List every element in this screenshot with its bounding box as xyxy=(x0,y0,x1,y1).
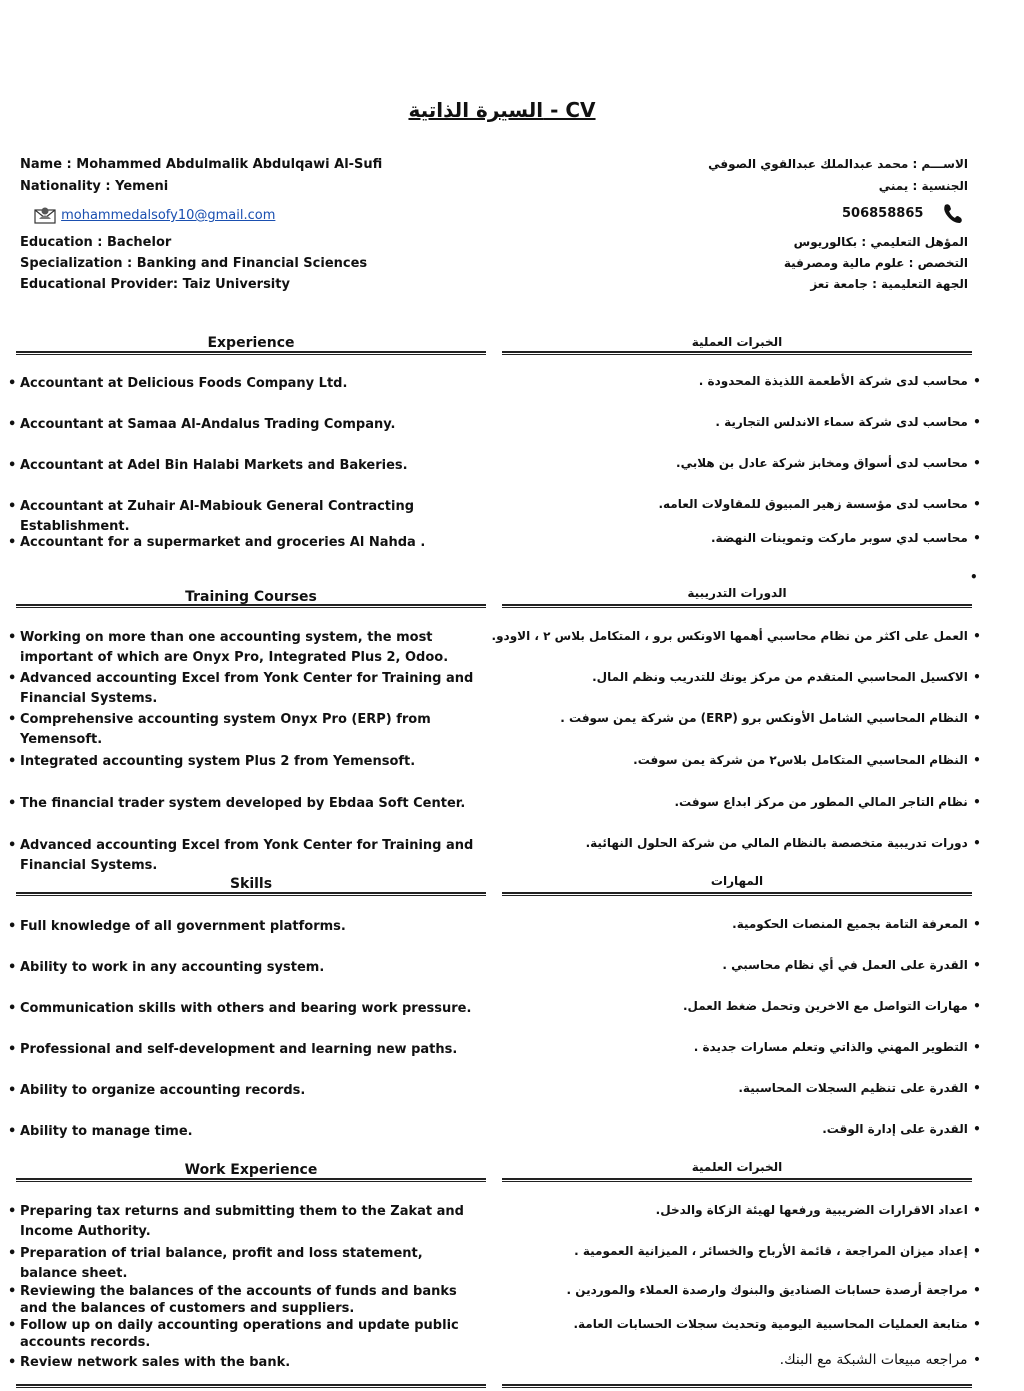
list-item: • Integrated accounting system Plus 2 from Yemensoft. xyxy=(8,754,416,769)
list-item: • القدرة على تنظيم السجلات المحاسبية. xyxy=(738,1081,981,1095)
list-item: • المعرفة التامة بجميع المنصات الحكومية. xyxy=(732,917,981,931)
training-rule-en xyxy=(16,604,486,608)
experience-rule-en xyxy=(16,351,486,355)
work-heading-ar: الخبرات العلمية xyxy=(691,1160,783,1174)
experience-heading-ar: الخبرات العملية xyxy=(691,335,783,349)
list-item: • Accountant at Delicious Foods Company Ltd. xyxy=(8,376,348,391)
experience-rule-ar xyxy=(502,351,972,355)
list-item: • Review network sales with the bank. xyxy=(8,1355,291,1370)
list-item: • التطوير المهني والذاتي وتعلم مسارات جديدة . xyxy=(693,1040,981,1054)
skills-heading-ar: المهارات xyxy=(710,874,764,888)
training-heading-en: Training Courses xyxy=(185,589,317,605)
education-ar: المؤهل التعليمي : بكالوريوس xyxy=(793,235,968,249)
specialization-ar: التخصص : علوم مالية ومصرفية xyxy=(783,256,968,270)
list-item: • Ability to manage time. xyxy=(8,1124,193,1139)
list-item: • Full knowledge of all government platforms. xyxy=(8,919,346,934)
list-item: • Working on more than one accounting system, the most important of which are Onyx Pro, Integrated Plus 2, Odoo. xyxy=(8,630,449,665)
email-link[interactable]: mohammedalsofy10@gmail.com xyxy=(61,208,276,223)
bottom-rule-en xyxy=(16,1384,486,1388)
list-item: • Preparation of trial balance, profit and loss statement, balance sheet. xyxy=(8,1246,423,1281)
list-item: • Professional and self-development and learning new paths. xyxy=(8,1042,458,1057)
experience-heading-en: Experience xyxy=(207,335,295,351)
list-item: • Advanced accounting Excel from Yonk Center for Training and Financial Systems. xyxy=(8,671,474,706)
envelope-person-icon xyxy=(34,206,56,224)
list-item: • الاكسيل المحاسبي المتقدم من مركز يونك للتدريب ونظم المال. xyxy=(592,670,981,684)
phone-number: 506858865 xyxy=(842,206,924,221)
list-item: • اعداد الاقرارات الضريبية ورفعها لهيئة الزكاة والدخل. xyxy=(655,1203,981,1217)
list-item: • The financial trader system developed by Ebdaa Soft Center. xyxy=(8,796,466,811)
list-item: • Comprehensive accounting system Onyx Pro (ERP) from Yemensoft. xyxy=(8,712,431,747)
training-heading-ar: الدورات التدريبية xyxy=(687,586,787,600)
list-item: • محاسب لدى أسواق ومخابز شركة عادل بن هلابي. xyxy=(676,456,981,470)
list-item: • محاسب لدى مؤسسة زهير المبيوق للمقاولات العامه. xyxy=(658,497,981,511)
list-item: • Ability to work in any accounting system. xyxy=(8,960,325,975)
list-item: • Preparing tax returns and submitting them to the Zakat and Income Authority. xyxy=(8,1204,464,1239)
list-item: • Accountant for a supermarket and groceries Al Nahda . xyxy=(8,535,426,550)
list-item: • Accountant at Adel Bin Halabi Markets and Bakeries. xyxy=(8,458,408,473)
list-item: • متابعة العمليات المحاسبية اليومية وتحديث سجلات الحسابات العامة. xyxy=(573,1317,981,1331)
phone-handset-icon xyxy=(942,202,964,224)
list-item: • العمل على اكثر من نظام محاسبي أهمها الاونكس برو ، المتكامل بلاس ٢ ، الاودو. xyxy=(491,629,981,643)
nationality-ar: الجنسية : يمني xyxy=(878,179,968,193)
list-item: • Accountant at Samaa Al-Andalus Trading Company. xyxy=(8,417,396,432)
list-item: • النظام المحاسبي الشامل الأونكس برو (ERP) من شركة يمن سوفت . xyxy=(560,711,981,725)
list-item: • القدرة على العمل في أي نظام محاسبي . xyxy=(722,958,981,972)
name-en: Name : Mohammed Abdulmalik Abdulqawi Al-Sufi xyxy=(20,157,383,172)
list-item: • نظام التاجر المالي المطور من مركز ابداع سوفت. xyxy=(674,795,981,809)
provider-en: Educational Provider: Taiz University xyxy=(20,277,290,292)
list-item: • Communication skills with others and bearing work pressure. xyxy=(8,1001,472,1016)
skills-heading-en: Skills xyxy=(229,876,273,892)
specialization-en: Specialization : Banking and Financial Sciences xyxy=(20,256,368,271)
page-title: السيرة الذاتية - CV xyxy=(408,98,596,122)
list-item: • Reviewing the balances of the accounts of funds and banks and the balances of customers and suppliers. xyxy=(8,1284,457,1316)
list-item: • النظام المحاسبي المتكامل بلاس٢ من شركة يمن سوفت. xyxy=(633,753,981,767)
list-item: • مهارات التواصل مع الاخرين وتحمل ضغط العمل. xyxy=(682,999,981,1013)
work-rule-en xyxy=(16,1178,486,1182)
list-item: • القدرة على إدارة الوقت. xyxy=(822,1122,981,1136)
name-ar: الاســـم : محمد عبدالملك عبدالقوي الصوفي xyxy=(708,157,968,171)
provider-ar: الجهة التعليمية : جامعة تعز xyxy=(810,277,968,291)
list-item: • محاسب لدى شركة الأطعمة اللذيذة المحدودة . xyxy=(698,374,981,388)
list-item: • مراجعه مبيعات الشبكة مع البنك. xyxy=(779,1352,982,1368)
training-rule-ar xyxy=(502,604,972,608)
bottom-rule-ar xyxy=(502,1384,972,1388)
list-item: • محاسب لدي سوبر ماركت وتموينات النهضة. xyxy=(710,531,981,545)
work-rule-ar xyxy=(502,1178,972,1182)
list-item: • دورات تدريبية متخصصة بالنظام المالي من شركة الحلول النهائية. xyxy=(585,836,981,850)
list-item: • Advanced accounting Excel from Yonk Center for Training and Financial Systems. xyxy=(8,838,474,873)
list-item: • مراجعة أرصدة حسابات الصناديق والبنوك وارصدة العملاء والموردين . xyxy=(566,1283,981,1297)
skills-rule-en xyxy=(16,892,486,896)
work-heading-en: Work Experience xyxy=(184,1162,318,1178)
email-row xyxy=(34,204,275,224)
list-item: • Accountant at Zuhair Al-Mabiouk General Contracting Establishment. xyxy=(8,499,415,534)
education-en: Education : Bachelor xyxy=(20,235,172,250)
stray-bullet: • xyxy=(970,570,978,584)
skills-rule-ar xyxy=(502,892,972,896)
list-item: • Ability to organize accounting records. xyxy=(8,1083,306,1098)
list-item: • Follow up on daily accounting operations and update public accounts records. xyxy=(8,1318,459,1350)
nationality-en: Nationality : Yemeni xyxy=(20,179,169,194)
list-item: • محاسب لدى شركة سماء الاندلس التجارية . xyxy=(715,415,981,429)
list-item: • إعداد ميزان المراجعة ، قائمة الأرباح والخسائر ، الميزانية العمومية . xyxy=(574,1244,981,1258)
